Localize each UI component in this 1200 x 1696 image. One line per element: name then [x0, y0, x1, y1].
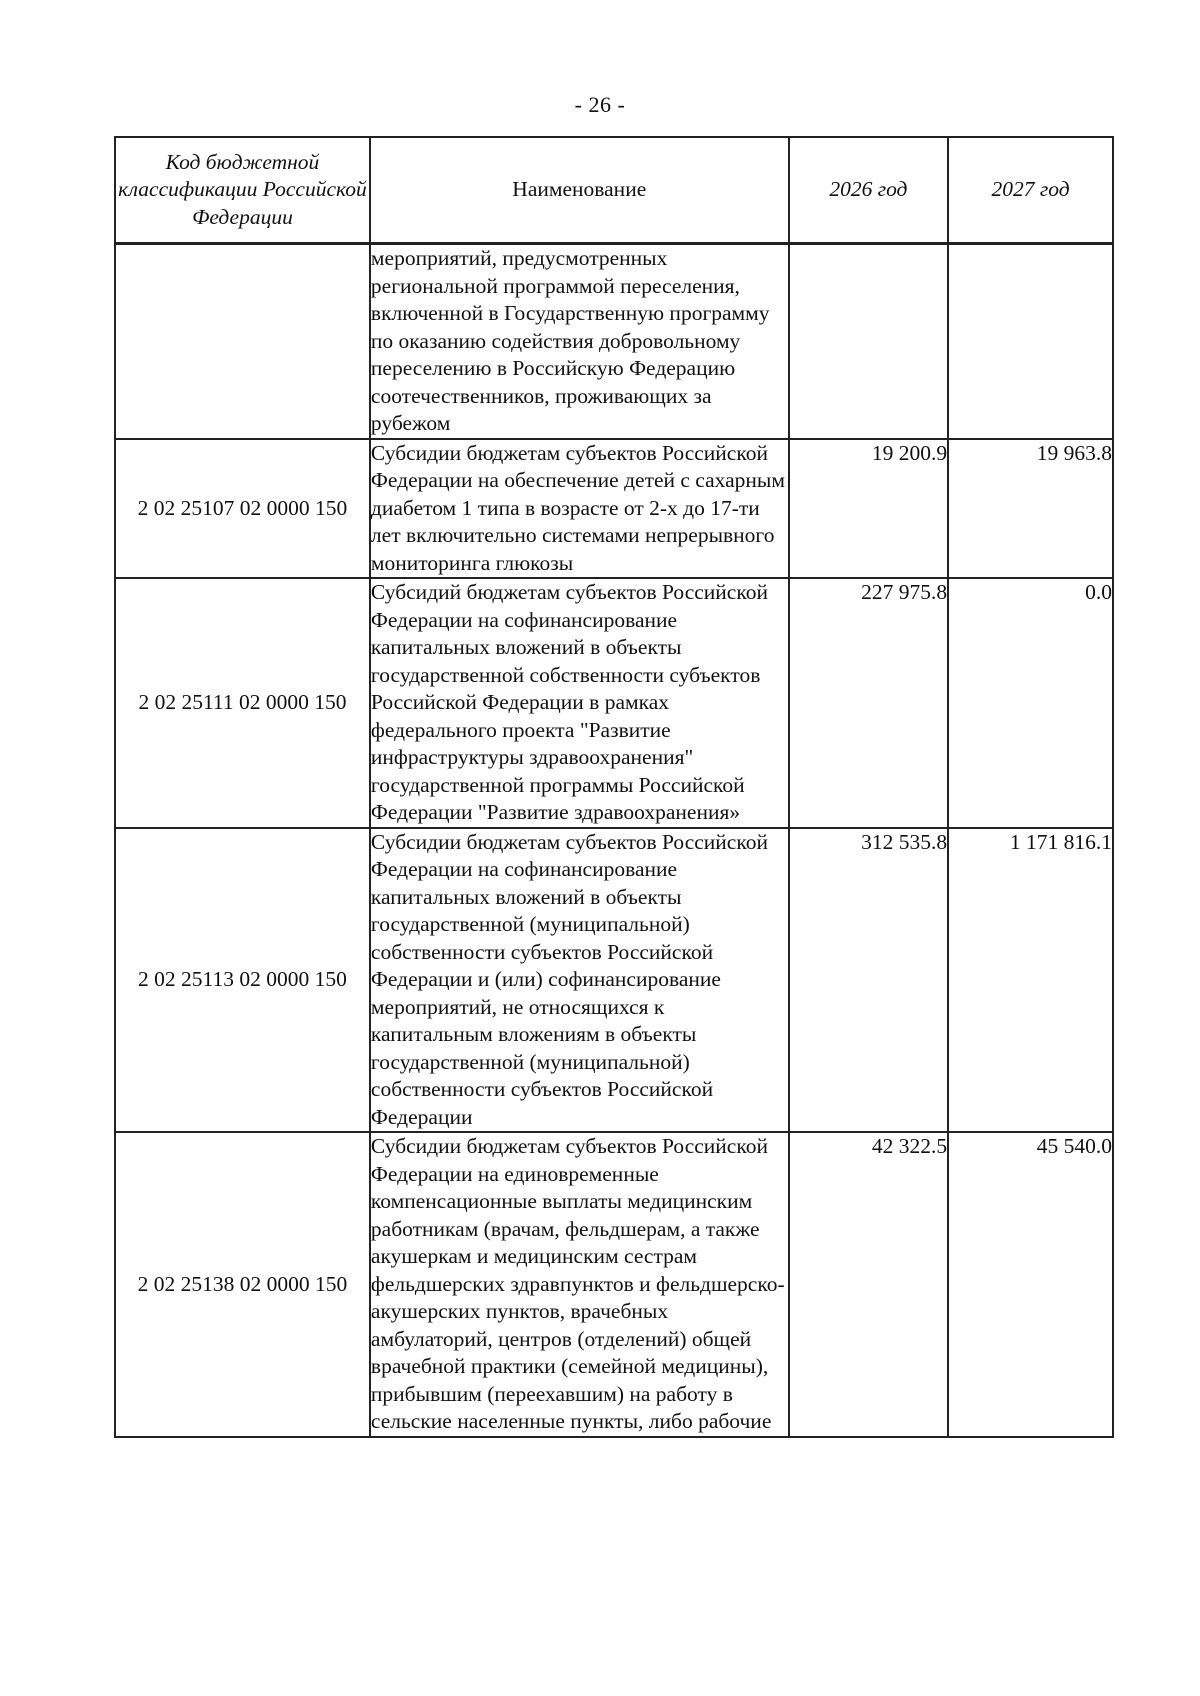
- row-amount-2026: 19 200.9: [789, 439, 948, 579]
- header-year-2027: 2027 год: [948, 137, 1113, 244]
- row-amount-2026: 42 322.5: [789, 1132, 948, 1437]
- row-name: Субсидий бюджетам субъектов Российской Федерации на софинансирование капитальных вложений в объекты государственной собственности субъектов Российской Федерации в рамках федерального проекта "Развитие инфраструктуры здравоохранения" государственной программы Российской Федерации "Развитие здравоохранения»: [370, 578, 789, 828]
- header-year-2026: 2026 год: [789, 137, 948, 244]
- row-amount-2027: 45 540.0: [948, 1132, 1113, 1437]
- row-code: 2 02 25111 02 0000 150: [115, 578, 370, 828]
- row-code: 2 02 25113 02 0000 150: [115, 828, 370, 1133]
- row-code: 2 02 25138 02 0000 150: [115, 1132, 370, 1437]
- row-amount-2027: 1 171 816.1: [948, 828, 1113, 1133]
- table-row: [115, 578, 1113, 828]
- row-code: 2 02 25107 02 0000 150: [115, 439, 370, 579]
- table-row: [115, 439, 1113, 579]
- row-amount-2027: 0.0: [948, 578, 1113, 828]
- header-code: Код бюджетной классификации Российской Федерации: [115, 137, 370, 244]
- row-amount-2027: 19 963.8: [948, 439, 1113, 579]
- table-row: [115, 244, 1113, 439]
- page-number: - 26 -: [574, 92, 626, 117]
- row-amount-2026: 312 535.8: [789, 828, 948, 1133]
- table-header-row: [115, 137, 1113, 244]
- table-row: [115, 828, 1113, 1133]
- budget-table: [114, 136, 1114, 1438]
- row-amount-2026: [789, 244, 948, 439]
- row-name: Субсидии бюджетам субъектов Российской Федерации на обеспечение детей с сахарным диабетом 1 типа в возрасте от 2-х до 17-ти лет включительно системами непрерывного мониторинга глюкозы: [370, 439, 789, 579]
- table-row: [115, 1132, 1113, 1437]
- row-name: Субсидии бюджетам субъектов Российской Федерации на единовременные компенсационные выплаты медицинским работникам (врачам, фельдшерам, а также акушеркам и медицинским сестрам фельдшерских здравпунктов и фельдшерско-акушерских пунктов, врачебных амбулаторий, центров (отделений) общей врачебной практики (семейной медицины), прибывшим (переехавшим) на работу в сельские населенные пункты, либо рабочие: [370, 1132, 789, 1437]
- row-amount-2026: 227 975.8: [789, 578, 948, 828]
- row-amount-2027: [948, 244, 1113, 439]
- row-name: мероприятий, предусмотренных региональной программой переселения, включенной в Государственную программу по оказанию содействия добровольному переселению в Российскую Федерацию соотечественников, проживающих за рубежом: [370, 244, 789, 439]
- header-name: Наименование: [370, 137, 789, 244]
- row-name: Субсидии бюджетам субъектов Российской Федерации на софинансирование капитальных вложений в объекты государственной (муниципальной) собственности субъектов Российской Федерации и (или) софинансирование мероприятий, не относящихся к капитальным вложениям в объекты государственной (муниципальной) собственности субъектов Российской Федерации: [370, 828, 789, 1133]
- row-code: [115, 244, 370, 439]
